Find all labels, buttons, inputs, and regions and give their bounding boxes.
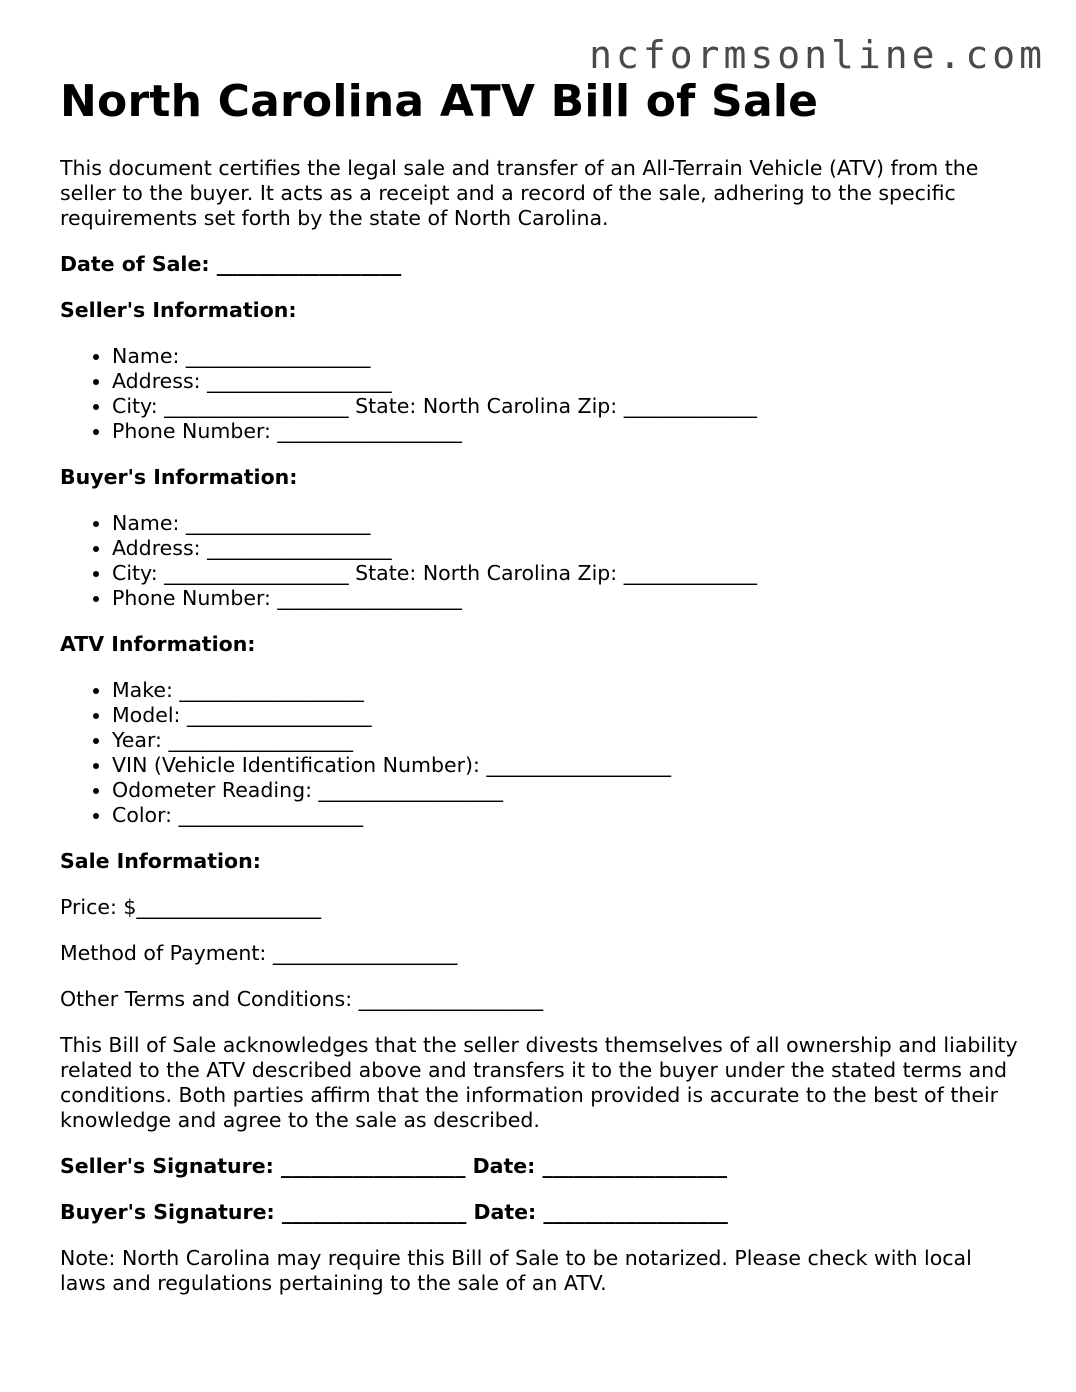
payment-method-field: Method of Payment: __________________ [60, 941, 458, 965]
buyer-phone-field: • Phone Number: __________________ [112, 586, 1020, 611]
buyer-name-field: • Name: __________________ [112, 511, 1020, 536]
other-terms-field: Other Terms and Conditions: __________________ [60, 987, 544, 1011]
buyer-address-field: • Address: __________________ [112, 536, 1020, 561]
document-title: North Carolina ATV Bill of Sale [60, 76, 819, 127]
atv-odometer-field: • Odometer Reading: __________________ [112, 778, 1020, 803]
atv-info-list [60, 678, 1020, 828]
seller-name-field: • Name: __________________ [112, 344, 1020, 369]
seller-info-list [60, 344, 1020, 444]
seller-heading: Seller's Information: [60, 298, 297, 322]
date-of-sale-field: Date of Sale: __________________ [60, 252, 402, 276]
seller-phone-field: • Phone Number: __________________ [112, 419, 1020, 444]
seller-signature-line: Seller's Signature: __________________ Date: __________________ [60, 1154, 728, 1178]
buyer-signature-line: Buyer's Signature: __________________ Date: __________________ [60, 1200, 728, 1224]
buyer-info-list [60, 511, 1020, 611]
document-body [60, 78, 1020, 1296]
atv-year-field: • Year: __________________ [112, 728, 1020, 753]
sale-heading: Sale Information: [60, 849, 261, 873]
atv-heading: ATV Information: [60, 632, 256, 656]
seller-city-field: • City: __________________ State: North Carolina Zip: _____________ [112, 394, 1020, 419]
intro-paragraph: This document certifies the legal sale and transfer of an All-Terrain Vehicle (ATV) from the seller to the buyer. It acts as a receipt and a record of the sale, adhering to the specific requirements set forth by the state of North Carolina. [60, 156, 979, 230]
atv-vin-field: • VIN (Vehicle Identification Number): __________________ [112, 753, 1020, 778]
atv-make-field: • Make: __________________ [112, 678, 1020, 703]
acknowledgement-paragraph: This Bill of Sale acknowledges that the seller divests themselves of all ownership and liability related to the ATV described above and transfers it to the buyer under the stated terms and conditions. Both parties affirm that the information provided is accurate to the best of their knowledge and agree to the sale as described. [60, 1033, 1018, 1132]
price-field: Price: $__________________ [60, 895, 321, 919]
atv-color-field: • Color: __________________ [112, 803, 1020, 828]
atv-model-field: • Model: __________________ [112, 703, 1020, 728]
buyer-city-field: • City: __________________ State: North Carolina Zip: _____________ [112, 561, 1020, 586]
notarization-note: Note: North Carolina may require this Bill of Sale to be notarized. Please check with local laws and regulations pertaining to the sale of an ATV. [60, 1246, 972, 1295]
site-watermark: ncformsonline.com [589, 33, 1046, 77]
buyer-heading: Buyer's Information: [60, 465, 298, 489]
seller-address-field: • Address: __________________ [112, 369, 1020, 394]
